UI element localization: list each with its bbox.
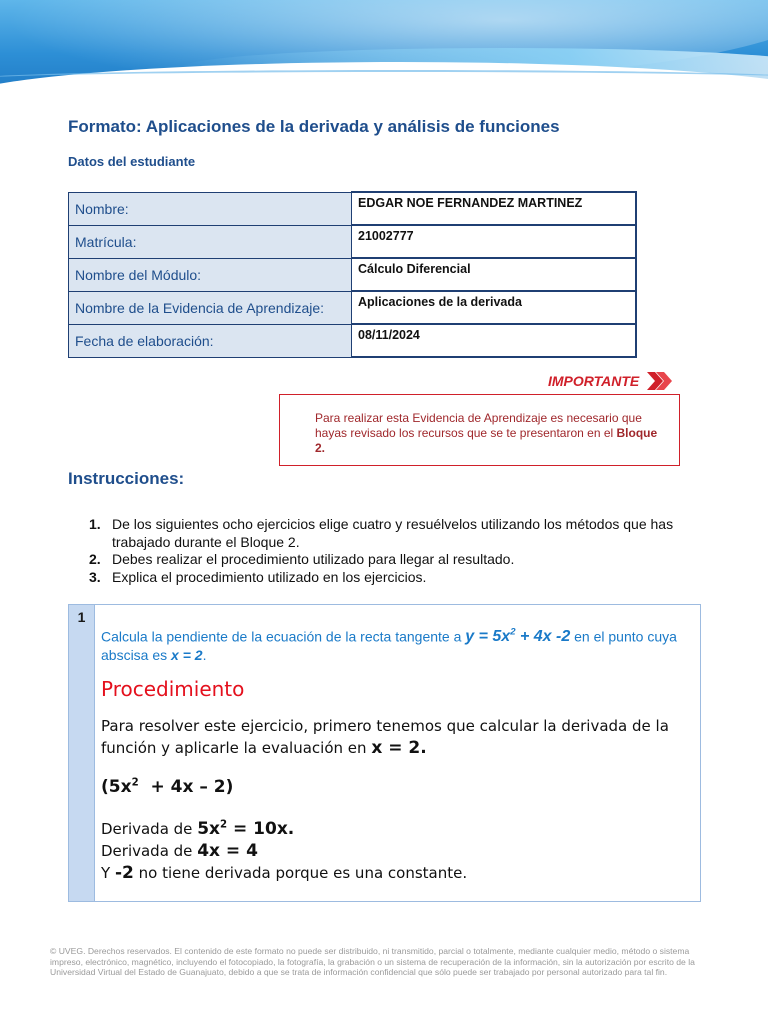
list-text: De los siguientes ocho ejercicios elige cuatro y resuélvelos utilizando los métodos que has trabajado durante el Bloque 2. bbox=[112, 516, 674, 550]
procedure-title: Procedimiento bbox=[101, 677, 245, 701]
table-row bbox=[69, 192, 637, 225]
procedure-text bbox=[101, 715, 691, 759]
date-value: 08/11/2024 bbox=[352, 324, 637, 357]
derivative-math bbox=[197, 819, 294, 839]
instructions-list bbox=[89, 516, 712, 586]
derivative-line bbox=[101, 819, 294, 839]
student-data-heading: Datos del estudiante bbox=[68, 154, 196, 169]
exercise-prompt bbox=[101, 623, 696, 665]
derivative-math: -2 bbox=[114, 863, 134, 883]
important-label: IMPORTANTE bbox=[548, 373, 640, 389]
list-number: 1. bbox=[89, 516, 101, 532]
exercise-content bbox=[95, 605, 700, 901]
exponent: 2 bbox=[131, 777, 139, 789]
table-row bbox=[69, 324, 637, 357]
list-item bbox=[89, 551, 712, 569]
notice-bold-text: Bloque 2. bbox=[315, 426, 658, 455]
equation-part: y = 5x bbox=[465, 628, 511, 646]
evaluation-point: x = 2. bbox=[371, 738, 427, 758]
derivative-explanation: no tiene derivada porque es una constante. bbox=[138, 864, 468, 882]
exponent: 2 bbox=[220, 819, 228, 831]
instructions-title: Instrucciones: bbox=[68, 469, 185, 488]
exponent: 2 bbox=[510, 627, 516, 638]
procedure-sentence: Para resolver este ejercicio, primero tenemos que calcular la derivada de la función y aplicarle la evaluación en bbox=[101, 717, 669, 757]
prompt-text: . bbox=[202, 647, 207, 664]
list-item bbox=[89, 516, 712, 551]
derivative-label: Derivada de bbox=[101, 820, 193, 838]
expression-part: + 4x – 2) bbox=[138, 777, 234, 797]
list-item bbox=[89, 568, 712, 587]
evidence-value: Aplicaciones de la derivada bbox=[352, 291, 637, 324]
derivative-line bbox=[101, 863, 467, 883]
copyright-footer: © UVEG. Derechos reservados. El contenido de este formato no puede ser distribuido, ni transmitido, parcial o totalmente, mediante cualquier medio, método o sistema impreso, electrónico, magnético, incluyendo el fotocopiado, la fotografía, la grabación o un sistema de recuperación de la información, sin la autorización por escrito de la Universidad Virtual del Estado de Guanajuato, debido a que se trata de información confidencial que sólo puede ser trabajado por personal autorizado para tal fin. bbox=[50, 946, 695, 977]
list-number: 3. bbox=[89, 568, 101, 585]
important-notice bbox=[279, 394, 680, 466]
derivative-label: Y bbox=[101, 864, 111, 882]
point-value: x = 2 bbox=[171, 647, 203, 664]
equation-part: + 4x -2 bbox=[515, 628, 571, 646]
math-part: 5x bbox=[197, 819, 220, 839]
header-banner bbox=[0, 0, 768, 98]
list-text: Debes realizar el procedimiento utilizado para llegar al resultado. bbox=[112, 551, 515, 567]
exercise-box bbox=[68, 604, 701, 902]
document-title: Formato: Aplicaciones de la derivada y análisis de funciones bbox=[68, 117, 560, 136]
derivative-line bbox=[101, 841, 258, 861]
exercise-number: 1 bbox=[69, 605, 95, 901]
enrollment-label: Matrícula: bbox=[69, 225, 352, 258]
name-label: Nombre: bbox=[69, 192, 352, 225]
enrollment-value: 21002777 bbox=[352, 225, 637, 258]
prompt-text: en el punto cuya abscisa es bbox=[101, 628, 677, 664]
list-number: 2. bbox=[89, 551, 101, 567]
derivative-math: 4x = 4 bbox=[197, 841, 258, 861]
function-expression bbox=[101, 777, 233, 797]
student-data-table bbox=[68, 191, 637, 358]
table-row bbox=[69, 291, 637, 324]
expression-part: (5x bbox=[101, 777, 132, 797]
name-value: EDGAR NOE FERNANDEZ MARTINEZ bbox=[352, 192, 637, 225]
notice-text: Para realizar esta Evidencia de Aprendizaje es necesario que hayas revisado los recursos que se te presentaron en el bbox=[315, 411, 642, 440]
date-label: Fecha de elaboración: bbox=[69, 324, 352, 357]
evidence-label: Nombre de la Evidencia de Aprendizaje: bbox=[69, 291, 352, 324]
table-row bbox=[69, 258, 637, 291]
module-label: Nombre del Módulo: bbox=[69, 258, 352, 291]
module-value: Cálculo Diferencial bbox=[352, 258, 637, 291]
derivative-label: Derivada de bbox=[101, 842, 193, 860]
list-text: Explica el procedimiento utilizado en los ejercicios. bbox=[112, 568, 427, 585]
prompt-text: Calcula la pendiente de la ecuación de la recta tangente a bbox=[101, 628, 462, 645]
table-row bbox=[69, 225, 637, 258]
math-part: = 10x. bbox=[227, 819, 295, 839]
double-chevron-right-icon bbox=[646, 368, 674, 394]
function-equation bbox=[465, 628, 570, 645]
